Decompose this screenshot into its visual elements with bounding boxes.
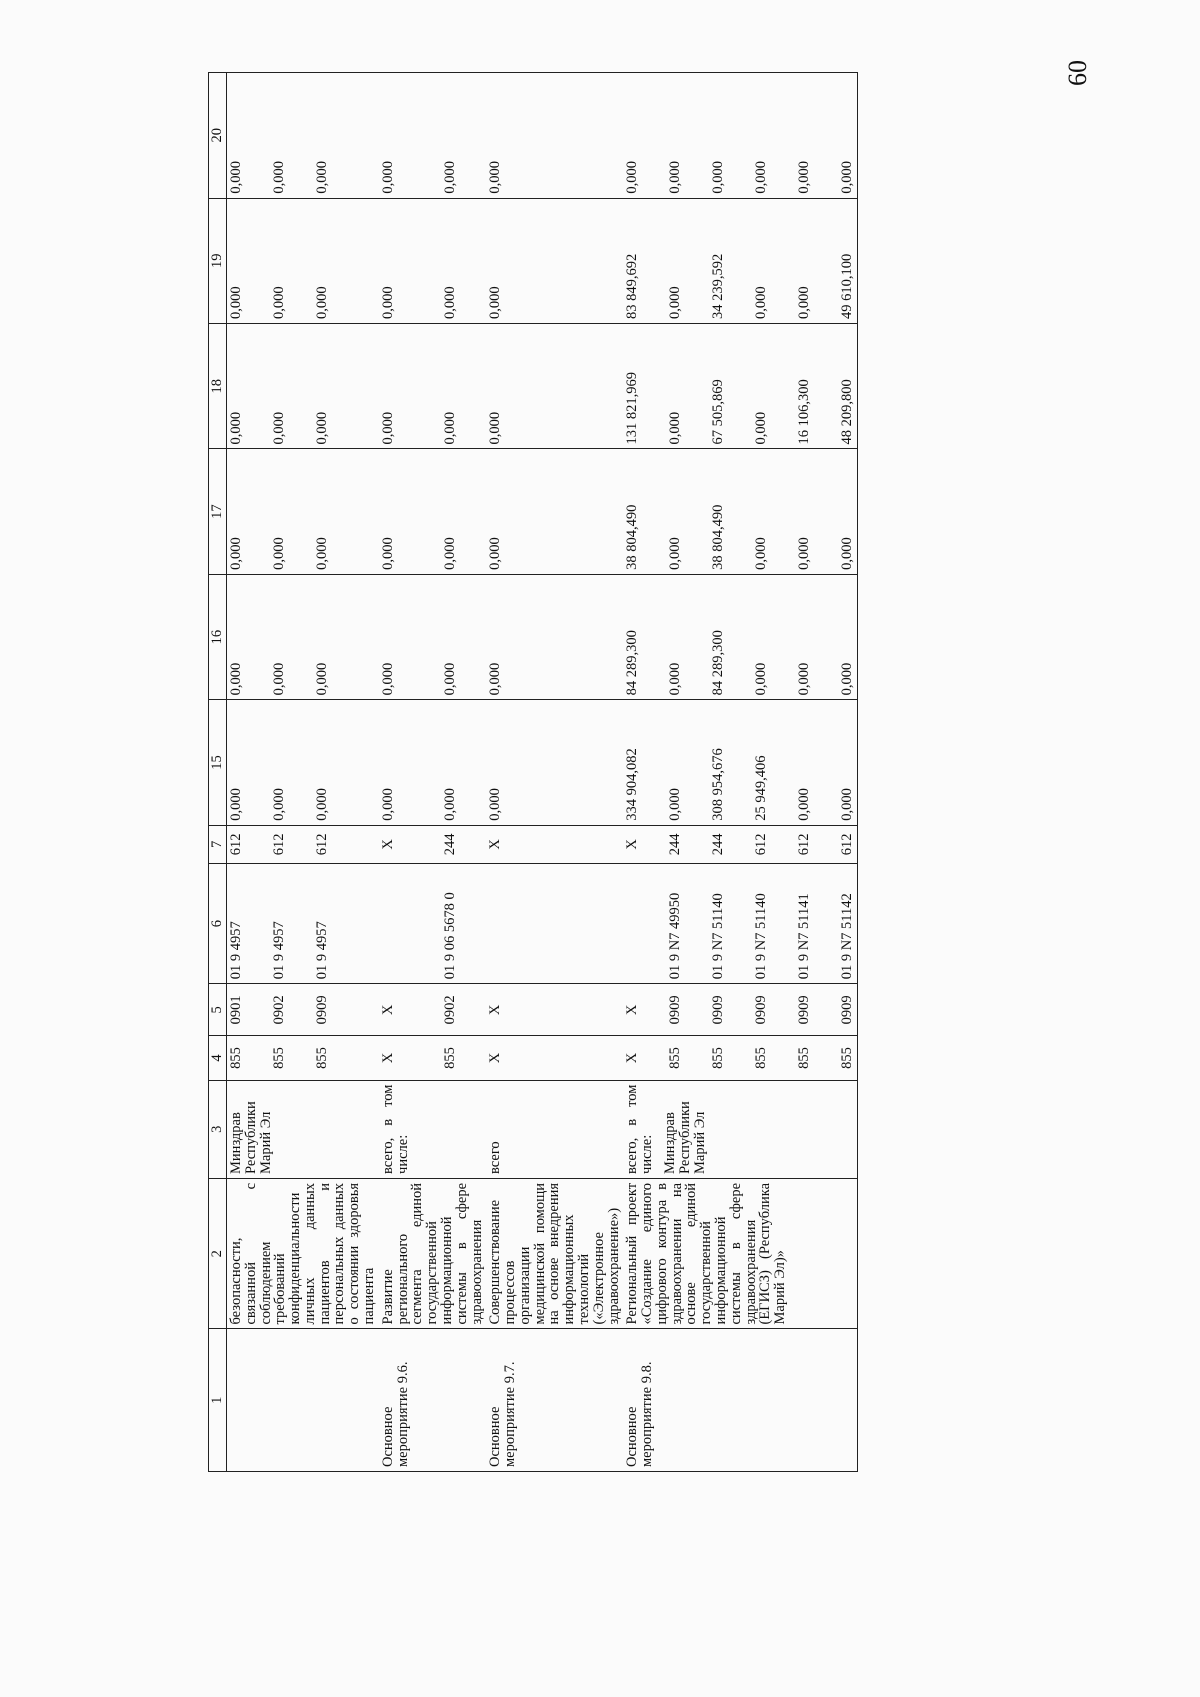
gras-value: 855 bbox=[228, 1047, 244, 1069]
budget-table bbox=[208, 72, 858, 1472]
amount-cell bbox=[227, 73, 379, 199]
executor-cell: всего, в том числе: bbox=[379, 1080, 486, 1178]
section-value: X bbox=[624, 1004, 641, 1016]
expense-type-cell bbox=[623, 825, 857, 863]
expense-type-value: 612 bbox=[839, 833, 856, 856]
target-article-value: 01 9 N7 51142 bbox=[839, 893, 856, 980]
table-row bbox=[379, 73, 486, 1472]
gras-value: X bbox=[379, 1052, 396, 1064]
amount-value: 67 505,869 bbox=[710, 379, 727, 445]
target-article-value: 01 9 N7 49950 bbox=[667, 892, 684, 980]
amount-cell bbox=[623, 574, 857, 699]
amount-cell: 0,000 bbox=[486, 449, 623, 574]
section-cell bbox=[623, 984, 857, 1036]
amount-cell: 0,000 bbox=[486, 700, 623, 825]
amount-cell bbox=[379, 449, 486, 574]
amount-cell bbox=[227, 198, 379, 323]
amount-value: 34 239,592 bbox=[710, 253, 727, 319]
gras-value: X bbox=[624, 1052, 641, 1064]
amount-value: 308 954,676 bbox=[710, 748, 727, 821]
expense-type-value: 244 bbox=[667, 833, 684, 856]
amount-value: 84 289,300 bbox=[624, 630, 641, 696]
amount-value: 0,000 bbox=[379, 662, 396, 696]
expense-type-cell bbox=[379, 825, 486, 863]
amount-cell bbox=[227, 700, 379, 825]
amount-cell bbox=[623, 73, 857, 199]
section-value: 0909 bbox=[667, 995, 684, 1025]
amount-cell bbox=[227, 324, 379, 449]
amount-value: 0,000 bbox=[379, 411, 396, 445]
amount-value: 0,000 bbox=[667, 286, 684, 319]
target-article-value: 01 9 N7 51141 bbox=[796, 893, 813, 980]
amount-value: 0,000 bbox=[441, 286, 458, 319]
amount-value: 0,000 bbox=[796, 662, 813, 696]
amount-value: 0,000 bbox=[314, 411, 330, 445]
section-cell bbox=[227, 984, 379, 1036]
amount-value: 0,000 bbox=[314, 286, 330, 319]
amount-cell: 0,000 bbox=[486, 324, 623, 449]
amount-value: 0,000 bbox=[839, 160, 856, 194]
table-row bbox=[623, 73, 857, 1472]
section-value: 0902 bbox=[441, 995, 458, 1025]
target-article-cell bbox=[486, 863, 623, 983]
executor-total-label: всего, в том числе: bbox=[624, 1084, 656, 1174]
section-value: X bbox=[379, 1004, 396, 1016]
amount-value: 0,000 bbox=[441, 537, 458, 570]
column-header: 4 bbox=[209, 1036, 227, 1080]
amount-value: 84 289,300 bbox=[710, 630, 727, 696]
gras-value: 855 bbox=[441, 1047, 458, 1069]
amount-value: 0,000 bbox=[667, 788, 684, 821]
column-header: 19 bbox=[209, 198, 227, 323]
amount-value: 0,000 bbox=[228, 160, 244, 194]
amount-value: 0,000 bbox=[441, 662, 458, 696]
section-value: 0909 bbox=[796, 995, 813, 1025]
gras-value: 855 bbox=[710, 1047, 727, 1069]
amount-value: 0,000 bbox=[753, 411, 770, 445]
expense-type-value: 244 bbox=[441, 833, 458, 856]
amount-cell bbox=[379, 198, 486, 323]
amount-value: 0,000 bbox=[314, 788, 330, 821]
amount-value: 38 804,490 bbox=[710, 504, 727, 570]
amount-value: 48 209,800 bbox=[839, 379, 856, 445]
amount-value: 0,000 bbox=[667, 411, 684, 445]
amount-value: 0,000 bbox=[271, 160, 287, 194]
executor-name: Минздрав Республики Марий Эл bbox=[662, 1101, 708, 1174]
amount-value: 83 849,692 bbox=[624, 253, 641, 319]
amount-value: 0,000 bbox=[839, 662, 856, 696]
amount-cell bbox=[379, 73, 486, 199]
target-article-cell bbox=[623, 863, 857, 983]
expense-type-cell bbox=[227, 825, 379, 863]
amount-value: 0,000 bbox=[710, 160, 727, 194]
section-value: 0909 bbox=[753, 995, 770, 1025]
target-article-cell bbox=[379, 863, 486, 983]
amount-value: 0,000 bbox=[624, 160, 641, 194]
section-cell: X bbox=[486, 984, 623, 1036]
executor-cell bbox=[623, 1080, 857, 1178]
target-article-value: 01 9 4957 bbox=[271, 921, 287, 980]
target-article-value: 01 9 4957 bbox=[228, 921, 244, 980]
column-header: 16 bbox=[209, 574, 227, 699]
column-header: 17 bbox=[209, 449, 227, 574]
amount-value: 0,000 bbox=[314, 537, 330, 570]
section-value: 0909 bbox=[314, 995, 330, 1025]
measure-description: безопасности, связанной с соблюдением требований конфиденциальности личных данных пациентов и персональных данных о состоянии здоровья пациента bbox=[227, 1178, 379, 1329]
amount-cell bbox=[227, 449, 379, 574]
amount-value: 0,000 bbox=[228, 662, 244, 696]
amount-value: 0,000 bbox=[796, 286, 813, 319]
target-article-value: 01 9 06 5678 0 bbox=[441, 892, 458, 980]
amount-value: 0,000 bbox=[753, 286, 770, 319]
measure-description: Развитие регионального сегмента единой государственной информационной системы в сфере здравоохранения bbox=[379, 1178, 486, 1329]
target-article-value bbox=[625, 868, 668, 979]
gras-value: 855 bbox=[667, 1047, 684, 1069]
amount-cell: 0,000 bbox=[486, 574, 623, 699]
amount-value: 0,000 bbox=[228, 286, 244, 319]
amount-value: 0,000 bbox=[271, 662, 287, 696]
column-header: 1 bbox=[209, 1329, 227, 1472]
expense-type-value: 244 bbox=[710, 833, 727, 856]
amount-value: 25 949,406 bbox=[753, 755, 770, 821]
gras-value: 855 bbox=[753, 1047, 770, 1069]
executor-cell: Минздрав Республики Марий Эл bbox=[227, 1080, 379, 1178]
expense-type-value: 612 bbox=[228, 833, 244, 856]
expense-type-cell: X bbox=[486, 825, 623, 863]
amount-value: 0,000 bbox=[271, 411, 287, 445]
gras-cell bbox=[227, 1036, 379, 1080]
expense-type-value: 612 bbox=[796, 833, 813, 856]
expense-type-value: 612 bbox=[314, 833, 330, 856]
target-article-value: 01 9 N7 51140 bbox=[753, 893, 770, 980]
amount-cell bbox=[379, 574, 486, 699]
amount-value: 0,000 bbox=[441, 788, 458, 821]
amount-cell bbox=[379, 700, 486, 825]
page-number-text: 60 bbox=[1063, 60, 1092, 86]
amount-value: 0,000 bbox=[314, 160, 330, 194]
measure-cell bbox=[227, 1329, 379, 1472]
amount-cell: 0,000 bbox=[486, 198, 623, 323]
amount-value: 0,000 bbox=[839, 788, 856, 821]
amount-value: 0,000 bbox=[753, 160, 770, 194]
expense-type-value: 612 bbox=[271, 833, 287, 856]
gras-cell: X bbox=[486, 1036, 623, 1080]
gras-cell bbox=[379, 1036, 486, 1080]
amount-value: 38 804,490 bbox=[624, 504, 641, 570]
amount-value: 0,000 bbox=[228, 411, 244, 445]
target-article-value: 01 9 N7 51140 bbox=[710, 893, 727, 980]
section-cell bbox=[379, 984, 486, 1036]
table-row bbox=[227, 73, 379, 1472]
amount-value: 0,000 bbox=[667, 160, 684, 194]
measure-cell: Основное мероприятие 9.7. bbox=[486, 1329, 623, 1472]
amount-value: 0,000 bbox=[441, 160, 458, 194]
amount-value: 0,000 bbox=[796, 537, 813, 570]
amount-value: 0,000 bbox=[271, 788, 287, 821]
measure-description: Совершенствование процессов организации медицинской помощи на основе внедрения информационных технологий («Электронное здравоохранение») bbox=[486, 1178, 623, 1329]
column-header: 6 bbox=[209, 863, 227, 983]
amount-value: 0,000 bbox=[753, 537, 770, 570]
amount-value: 0,000 bbox=[271, 537, 287, 570]
executor-cell: всего bbox=[486, 1080, 623, 1178]
expense-type-value: X bbox=[379, 839, 396, 850]
amount-cell bbox=[623, 449, 857, 574]
measure-cell: Основное мероприятие 9.8. bbox=[623, 1329, 857, 1472]
amount-value: 0,000 bbox=[314, 662, 330, 696]
amount-value: 49 610,100 bbox=[839, 253, 856, 319]
gras-cell bbox=[623, 1036, 857, 1080]
gras-value: 855 bbox=[314, 1047, 330, 1069]
amount-cell: 0,000 bbox=[486, 73, 623, 199]
page-number bbox=[1048, 38, 1108, 108]
section-value: 0909 bbox=[839, 995, 856, 1025]
gras-value: 855 bbox=[796, 1047, 813, 1069]
amount-cell bbox=[623, 198, 857, 323]
table-row bbox=[486, 73, 623, 1472]
amount-value: 16 106,300 bbox=[796, 379, 813, 445]
amount-value: 0,000 bbox=[228, 788, 244, 821]
amount-value: 0,000 bbox=[379, 788, 396, 821]
amount-cell bbox=[623, 700, 857, 825]
expense-type-value: X bbox=[624, 839, 641, 850]
section-value: 0902 bbox=[271, 995, 287, 1025]
gras-value: 855 bbox=[839, 1047, 856, 1069]
section-value: 0909 bbox=[710, 995, 727, 1025]
amount-value: 0,000 bbox=[379, 537, 396, 570]
column-header: 7 bbox=[209, 825, 227, 863]
rotated-table-container bbox=[208, 72, 968, 1472]
column-header: 18 bbox=[209, 324, 227, 449]
amount-cell bbox=[227, 574, 379, 699]
measure-description: Региональный проект «Создание единого цифрового контура в здравоохранении на основе единой государственной информационной системы в сфере здравоохранения (ЕГИСЗ) (Республика Марий Эл)» bbox=[623, 1178, 857, 1329]
amount-value: 0,000 bbox=[753, 662, 770, 696]
amount-value: 0,000 bbox=[271, 286, 287, 319]
amount-value: 334 904,082 bbox=[624, 748, 641, 821]
column-header: 15 bbox=[209, 700, 227, 825]
section-value: 0901 bbox=[228, 995, 244, 1025]
target-article-cell bbox=[227, 863, 379, 983]
column-header: 20 bbox=[209, 73, 227, 199]
measure-cell: Основное мероприятие 9.6. bbox=[379, 1329, 486, 1472]
amount-value: 0,000 bbox=[441, 411, 458, 445]
amount-value: 131 821,969 bbox=[624, 371, 641, 445]
amount-value: 0,000 bbox=[379, 286, 396, 319]
gras-value: 855 bbox=[271, 1047, 287, 1069]
amount-cell bbox=[623, 324, 857, 449]
column-header: 3 bbox=[209, 1080, 227, 1178]
table-header-row bbox=[209, 73, 227, 1472]
amount-value: 0,000 bbox=[796, 788, 813, 821]
amount-value: 0,000 bbox=[839, 537, 856, 570]
amount-cell bbox=[379, 324, 486, 449]
amount-value: 0,000 bbox=[667, 537, 684, 570]
amount-value: 0,000 bbox=[796, 160, 813, 194]
column-header: 5 bbox=[209, 984, 227, 1036]
column-header: 2 bbox=[209, 1178, 227, 1329]
amount-value: 0,000 bbox=[667, 662, 684, 696]
target-article-value: 01 9 4957 bbox=[314, 921, 330, 980]
expense-type-value: 612 bbox=[753, 833, 770, 856]
target-article-value bbox=[381, 868, 443, 979]
amount-value: 0,000 bbox=[379, 160, 396, 194]
amount-value: 0,000 bbox=[228, 537, 244, 570]
